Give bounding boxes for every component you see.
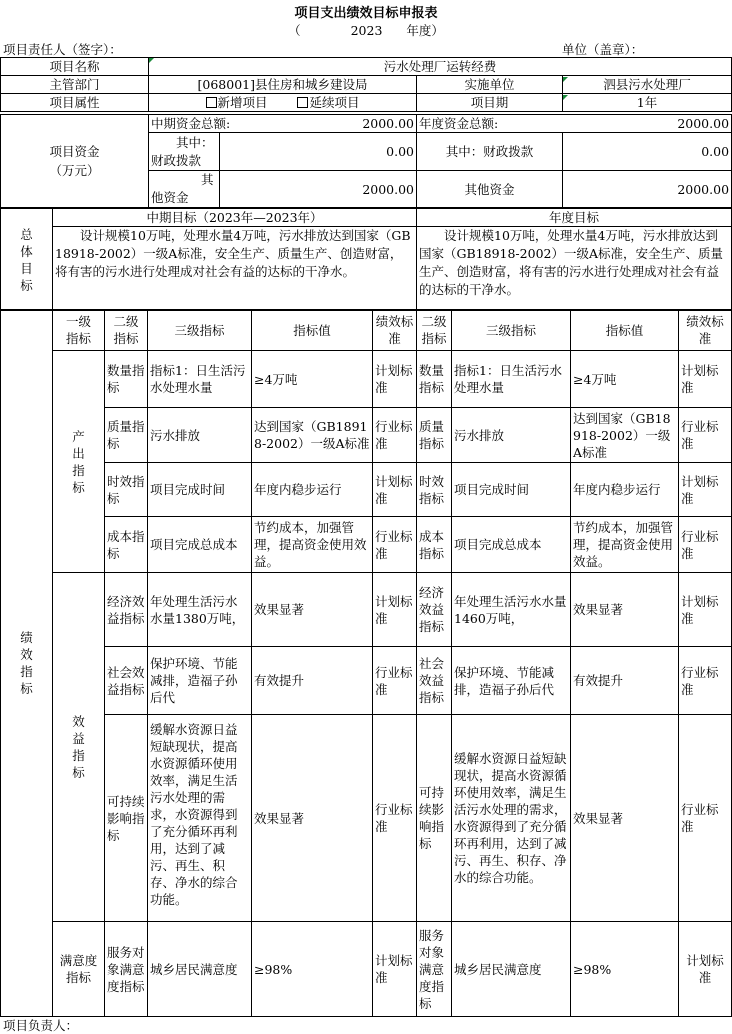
row2-std-mid: 计划标准 bbox=[373, 463, 417, 517]
table-row bbox=[1, 647, 732, 715]
table-row bbox=[1, 517, 732, 573]
row7-std-mid: 计划标准 bbox=[373, 922, 417, 1017]
table-row bbox=[1, 463, 732, 517]
cell-marker bbox=[149, 58, 154, 63]
row3-std-mid: 行业标准 bbox=[373, 517, 417, 573]
row1-l2-ann: 质量指标 bbox=[417, 408, 452, 463]
period-label: 项目期 bbox=[417, 94, 563, 112]
table-row bbox=[1, 351, 732, 408]
benefit-label: 效益指标 bbox=[53, 573, 105, 922]
row0-l2-ann: 数量指标 bbox=[417, 351, 452, 408]
unit-seal-label: 单位（盖章）： bbox=[562, 42, 644, 57]
funds-label: 项目资金（万元） bbox=[1, 115, 149, 208]
row7-l2-mid: 服务对象满意度指标 bbox=[105, 922, 148, 1017]
annual-fiscal-value: 0.00 bbox=[563, 133, 732, 171]
project-name-label: 项目名称 bbox=[1, 58, 149, 76]
row7-l3-mid: 城乡居民满意度 bbox=[148, 922, 252, 1017]
row5-val-mid: 有效提升 bbox=[252, 647, 373, 715]
annual-total-row bbox=[417, 115, 732, 133]
row6-val-ann: 效果显著 bbox=[571, 715, 679, 922]
dept-label: 主管部门 bbox=[1, 76, 149, 94]
cell-marker bbox=[563, 95, 568, 100]
annual-total-label: 年度资金总额: bbox=[419, 116, 499, 131]
row5-std-mid: 行业标准 bbox=[373, 647, 417, 715]
row4-std-mid: 计划标准 bbox=[373, 573, 417, 647]
row5-l2-mid: 社会效益指标 bbox=[105, 647, 148, 715]
header-standard-ann: 绩效标准 bbox=[679, 310, 732, 351]
row4-val-mid: 效果显著 bbox=[252, 573, 373, 647]
row4-l2-mid: 经济效益指标 bbox=[105, 573, 148, 647]
row5-val-ann: 有效提升 bbox=[571, 647, 679, 715]
row4-l3-ann: 年处理生活污水水量1460万吨， bbox=[452, 573, 571, 647]
row4-val-ann: 效果显著 bbox=[571, 573, 679, 647]
funds-table bbox=[0, 114, 732, 208]
row3-l2-mid: 成本指标 bbox=[105, 517, 148, 573]
header-value-mid: 指标值 bbox=[252, 310, 373, 351]
attr-label: 项目属性 bbox=[1, 94, 149, 112]
project-name-value: 污水处理厂运转经费 bbox=[149, 58, 732, 76]
year-suffix: 年度） bbox=[406, 23, 444, 38]
row0-l3-mid: 指标1：日生活污水处理水量 bbox=[148, 351, 252, 408]
table-row bbox=[1, 573, 732, 647]
row0-std-ann: 计划标准 bbox=[679, 351, 732, 408]
table-row bbox=[1, 408, 732, 463]
header-level3-ann: 三级指标 bbox=[452, 310, 571, 351]
satisfaction-label: 满意度指标 bbox=[53, 922, 105, 1017]
row7-l2-ann: 服务对象满意度指标 bbox=[417, 922, 452, 1017]
row7-l3-ann: 城乡居民满意度 bbox=[452, 922, 571, 1017]
mid-goal-header: 中期目标（2023年—2023年） bbox=[53, 209, 417, 227]
row3-val-mid: 节约成本，加强管理，提高资金使用效益。 bbox=[252, 517, 373, 573]
header-value-ann: 指标值 bbox=[571, 310, 679, 351]
row4-l3-mid: 年处理生活污水水量1380万吨， bbox=[148, 573, 252, 647]
row3-l3-ann: 项目完成总成本 bbox=[452, 517, 571, 573]
row2-l2-mid: 时效指标 bbox=[105, 463, 148, 517]
annual-total-value: 2000.00 bbox=[677, 116, 730, 131]
row6-std-mid: 行业标准 bbox=[373, 715, 417, 922]
mid-total-label: 中期资金总额: bbox=[151, 116, 231, 131]
row2-val-mid: 年度内稳步运行 bbox=[252, 463, 373, 517]
row6-l2-mid: 可持续影响指标 bbox=[105, 715, 148, 922]
row3-val-ann: 节约成本，加强管理，提高资金使用效益。 bbox=[571, 517, 679, 573]
mid-fiscal-value: 0.00 bbox=[220, 133, 417, 171]
annual-fiscal-label: 其中：财政拨款 bbox=[417, 133, 563, 171]
row5-l3-mid: 保护环境、节能减排，造福子孙后代 bbox=[148, 647, 252, 715]
mid-total-row bbox=[149, 115, 417, 133]
row4-l2-ann: 经济效益指标 bbox=[417, 573, 452, 647]
row6-val-mid: 效果显著 bbox=[252, 715, 373, 922]
annual-other-label: 其他资金 bbox=[417, 171, 563, 208]
year-open-paren: （ bbox=[288, 23, 301, 38]
dept-value: [068001]县住房和城乡建设局 bbox=[149, 76, 417, 94]
table-row bbox=[1, 715, 732, 922]
project-info-table bbox=[0, 57, 732, 112]
mid-other-label: 其他资金 bbox=[149, 171, 220, 208]
row2-l3-ann: 项目完成时间 bbox=[452, 463, 571, 517]
row0-l3-ann: 指标1：日生活污水处理水量 bbox=[452, 351, 571, 408]
overall-goal-label: 总体目标 bbox=[1, 209, 53, 311]
perf-label: 绩效指标 bbox=[1, 310, 53, 1017]
row6-l2-ann: 可持续影响指标 bbox=[417, 715, 452, 922]
row1-val-mid: 达到国家（GB18918-2002）一级A标准 bbox=[252, 408, 373, 463]
row0-val-ann: ≥4万吨 bbox=[571, 351, 679, 408]
period-value: 1年 bbox=[563, 94, 732, 112]
mid-fiscal-label: 其中：财政拨款 bbox=[149, 133, 220, 171]
header-level2-ann: 二级指标 bbox=[417, 310, 452, 351]
cont-project-checkbox[interactable] bbox=[297, 97, 308, 108]
performance-table bbox=[0, 309, 732, 1017]
row1-l2-mid: 质量指标 bbox=[105, 408, 148, 463]
form-title: 项目支出绩效目标申报表 bbox=[294, 6, 438, 21]
row3-l2-ann: 成本指标 bbox=[417, 517, 452, 573]
owner-label: 项目负责人： bbox=[3, 1018, 79, 1033]
cell-marker bbox=[563, 77, 568, 82]
row1-l3-mid: 污水排放 bbox=[148, 408, 252, 463]
row3-std-ann: 行业标准 bbox=[679, 517, 732, 573]
annual-goal-header: 年度目标 bbox=[417, 209, 732, 227]
row6-l3-ann: 缓解水资源日益短缺现状，提高水资源循环使用效率，满足生活污水处理的需求，水资源得到了充分循环再利用，达到了减污、再生、积存、净水的综合功能。 bbox=[452, 715, 571, 922]
row2-std-ann: 计划标准 bbox=[679, 463, 732, 517]
table-row bbox=[1, 922, 732, 1017]
row2-l2-ann: 时效指标 bbox=[417, 463, 452, 517]
row7-val-mid: ≥98% bbox=[252, 922, 373, 1017]
row1-std-mid: 行业标准 bbox=[373, 408, 417, 463]
row1-std-ann: 行业标准 bbox=[679, 408, 732, 463]
row2-val-ann: 年度内稳步运行 bbox=[571, 463, 679, 517]
new-project-checkbox[interactable] bbox=[206, 97, 217, 108]
annual-other-value: 2000.00 bbox=[563, 171, 732, 208]
output-label: 产出指标 bbox=[53, 351, 105, 573]
attr-options bbox=[149, 94, 417, 112]
header-standard-mid: 绩效标准 bbox=[373, 310, 417, 351]
row4-std-ann: 计划标准 bbox=[679, 573, 732, 647]
row7-std-ann: 计划标准 bbox=[679, 922, 732, 1017]
row5-l2-ann: 社会效益指标 bbox=[417, 647, 452, 715]
impl-unit-label: 实施单位 bbox=[417, 76, 563, 94]
mid-other-value: 2000.00 bbox=[220, 171, 417, 208]
overall-goal-table bbox=[0, 208, 732, 311]
mid-total-value: 2000.00 bbox=[362, 116, 415, 131]
header-level3-mid: 三级指标 bbox=[148, 310, 252, 351]
row5-l3-ann: 保护环境、节能减排，造福子孙后代 bbox=[452, 647, 571, 715]
row1-val-ann: 达到国家（GB18918-2002）一级A标准 bbox=[571, 408, 679, 463]
mid-goal-text: 设计规模10万吨，处理水量4万吨，污水排放达到国家（GB18918-2002）一级A标准，安全生产、质量生产、创造财富，将有害的污水进行处理成对社会有益的达标的干净水。 bbox=[53, 227, 417, 311]
impl-unit-value: 泗县污水处理厂 bbox=[563, 76, 732, 94]
annual-goal-text: 设计规模10万吨，处理水量4万吨，污水排放达到国家（GB18918-2002）一级A标准，安全生产、质量生产、创造财富，将有害的污水进行处理成对社会有益的达标的干净水。 bbox=[417, 227, 732, 311]
row0-val-mid: ≥4万吨 bbox=[252, 351, 373, 408]
header-level1: 一级指标 bbox=[53, 310, 105, 351]
row0-l2-mid: 数量指标 bbox=[105, 351, 148, 408]
row6-l3-mid: 缓解水资源日益短缺现状，提高水资源循环使用效率，满足生活污水处理的需求，水资源得到了充分循环再利用，达到了减污、再生、积存、净水的综合功能。 bbox=[148, 715, 252, 922]
year-line bbox=[0, 21, 732, 39]
responsible-label: 项目责任人（签字）： bbox=[3, 42, 122, 57]
row1-l3-ann: 污水排放 bbox=[452, 408, 571, 463]
row2-l3-mid: 项目完成时间 bbox=[148, 463, 252, 517]
row7-val-ann: ≥98% bbox=[571, 922, 679, 1017]
row0-std-mid: 计划标准 bbox=[373, 351, 417, 408]
cont-project-label: 延续项目 bbox=[309, 95, 360, 110]
row3-l3-mid: 项目完成总成本 bbox=[148, 517, 252, 573]
new-project-label: 新增项目 bbox=[217, 95, 268, 110]
header-level2-mid: 二级指标 bbox=[105, 310, 148, 351]
row6-std-ann: 行业标准 bbox=[679, 715, 732, 922]
row5-std-ann: 行业标准 bbox=[679, 647, 732, 715]
year-value: 2023 bbox=[350, 23, 383, 38]
